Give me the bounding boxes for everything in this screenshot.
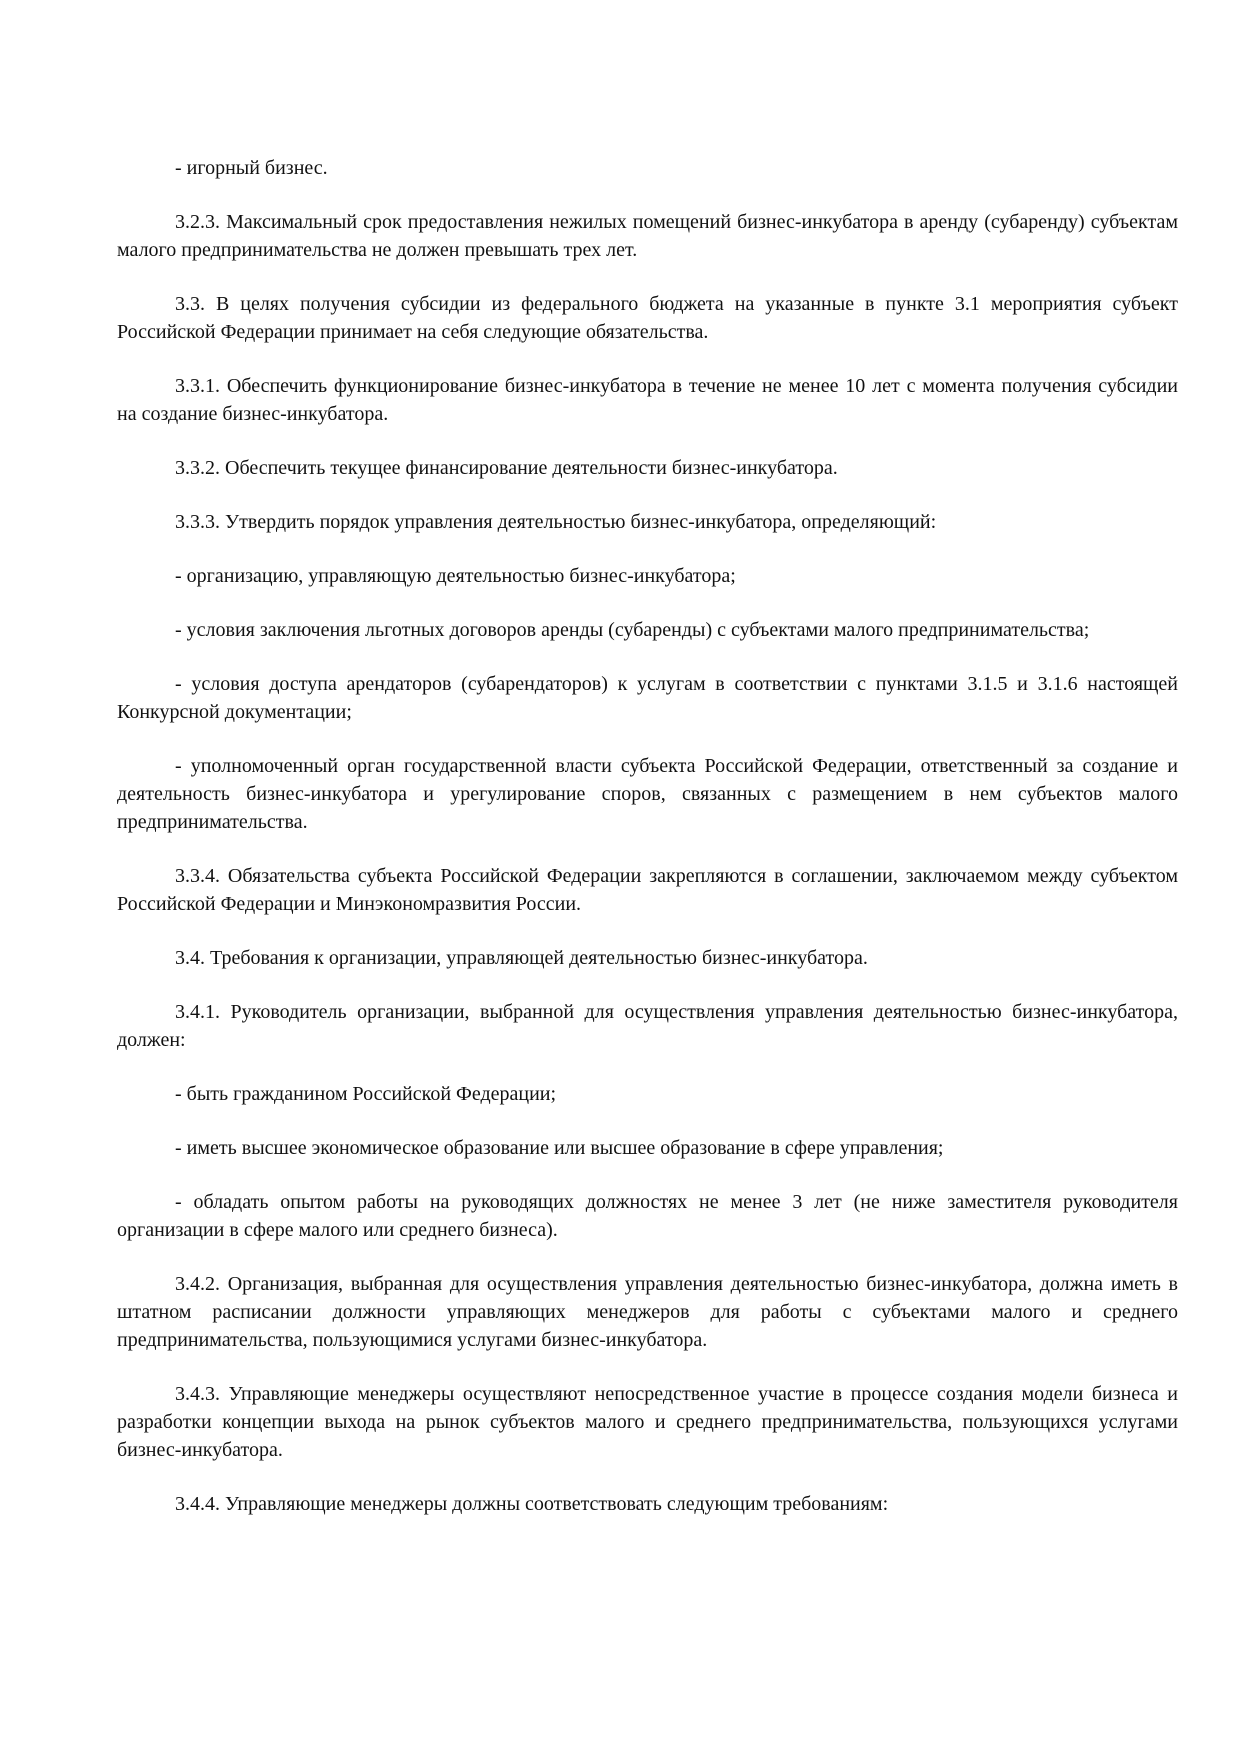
paragraph: - обладать опытом работы на руководящих должностях не менее 3 лет (не ниже заместителя руководителя организации в сфере малого или среднего бизнеса). <box>117 1191 1178 1241</box>
paragraph: 3.4.1. Руководитель организации, выбранной для осуществления управления деятельностью бизнес-инкубатора, должен: <box>117 1001 1178 1051</box>
paragraph: - условия доступа арендаторов (субарендаторов) к услугам в соответствии с пунктами 3.1.5 и 3.1.6 настоящей Конкурсной документации; <box>117 673 1178 723</box>
paragraph: 3.3.2. Обеспечить текущее финансирование деятельности бизнес-инкубатора. <box>175 457 838 479</box>
paragraph: 3.4.4. Управляющие менеджеры должны соответствовать следующим требованиям: <box>175 1493 889 1515</box>
paragraph: - игорный бизнес. <box>175 157 328 179</box>
paragraph: 3.3.3. Утвердить порядок управления деятельностью бизнес-инкубатора, определяющий: <box>175 511 937 533</box>
paragraph: 3.3.1. Обеспечить функционирование бизнес-инкубатора в течение не менее 10 лет с момента получения субсидии на создание бизнес-инкубатора. <box>117 375 1178 425</box>
paragraph: 3.4.2. Организация, выбранная для осуществления управления деятельностью бизнес-инкубатора, должна иметь в штатном расписании должности управляющих менеджеров для работы с субъектами малого и среднего предпринимательства, пользующимися услугами бизнес-инкубатора. <box>117 1273 1178 1351</box>
paragraph: 3.2.3. Максимальный срок предоставления нежилых помещений бизнес-инкубатора в аренду (субаренду) субъектам малого предпринимательства не должен превышать трех лет. <box>117 211 1178 261</box>
paragraph: 3.3. В целях получения субсидии из федерального бюджета на указанные в пункте 3.1 мероприятия субъект Российской Федерации принимает на себя следующие обязательства. <box>117 293 1178 343</box>
paragraph: - условия заключения льготных договоров аренды (субаренды) с субъектами малого предпринимательства; <box>175 619 1090 641</box>
paragraph: 3.4. Требования к организации, управляющей деятельностью бизнес-инкубатора. <box>175 947 868 969</box>
paragraph: 3.3.4. Обязательства субъекта Российской Федерации закрепляются в соглашении, заключаемом между субъектом Российской Федерации и Минэкономразвития России. <box>117 865 1178 915</box>
paragraph: 3.4.3. Управляющие менеджеры осуществляют непосредственное участие в процессе создания модели бизнеса и разработки концепции выхода на рынок субъектов малого и среднего предпринимательства, пользующихся услугами бизнес-инкубатора. <box>117 1383 1178 1461</box>
paragraph: - иметь высшее экономическое образование или высшее образование в сфере управления; <box>175 1137 944 1159</box>
paragraph: - организацию, управляющую деятельностью бизнес-инкубатора; <box>175 565 736 587</box>
paragraph: - уполномоченный орган государственной власти субъекта Российской Федерации, ответственный за создание и деятельность бизнес-инкубатора и урегулирование споров, связанных с размещением в нем субъектов малого предпринимательства. <box>117 755 1178 833</box>
paragraph: - быть гражданином Российской Федерации; <box>175 1083 557 1105</box>
